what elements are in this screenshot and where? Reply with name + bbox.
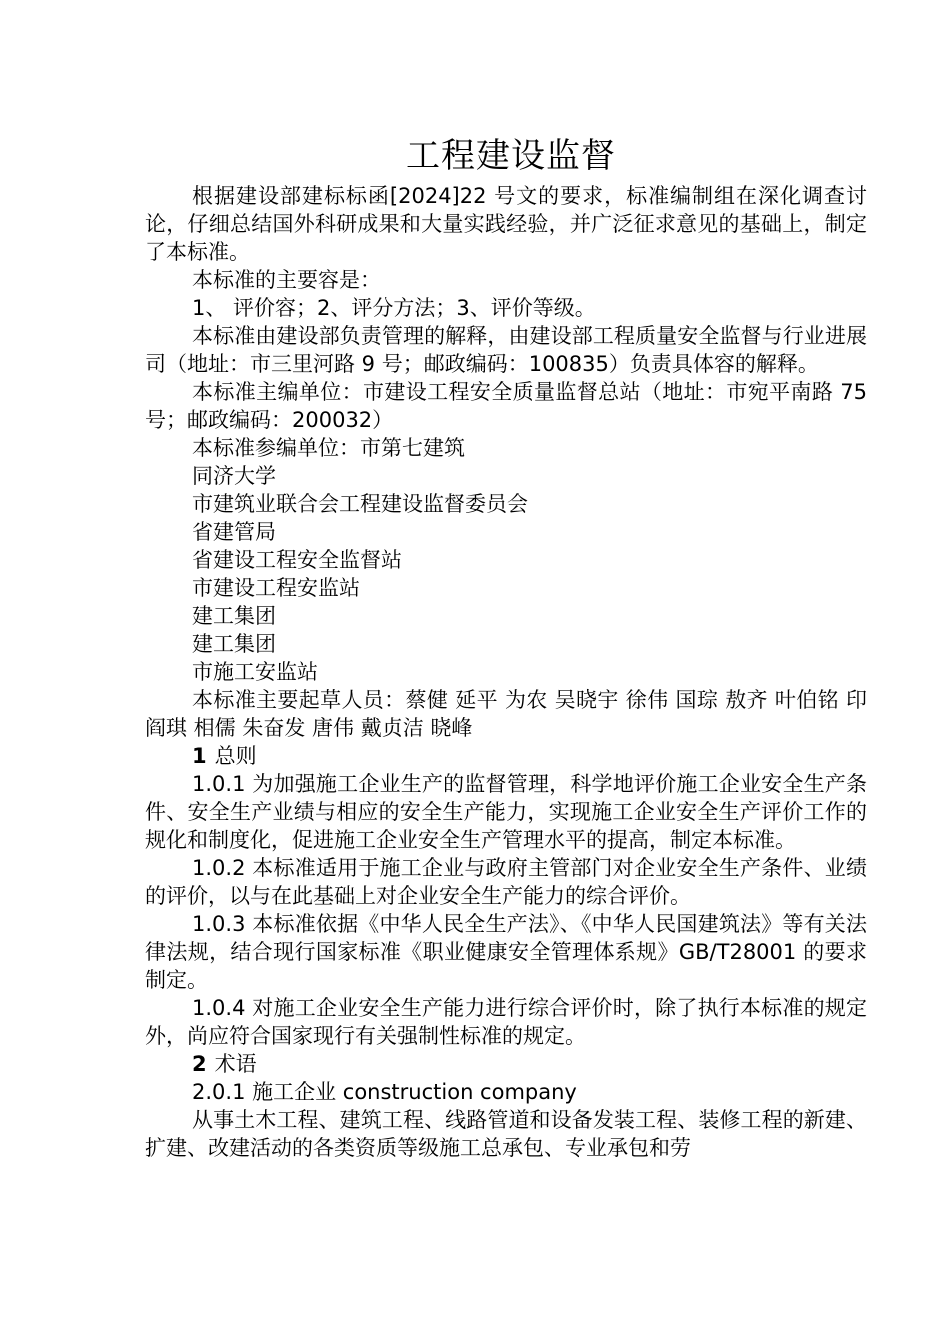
content-list: 1、 评价容；2、评分方法；3、评价等级。 (192, 296, 596, 320)
section-number: 1 (192, 744, 207, 768)
participating-unit: 市施工安监站 (192, 660, 318, 684)
clause-1-0-2: 1.0.2 本标准适用于施工企业与政府主管部门对企业安全生产条件、业绩的评价，以与在此基础上对企业安全生产能力的综合评价。 (145, 856, 867, 908)
document-page (145, 130, 874, 1162)
participating-unit: 同济大学 (192, 464, 276, 488)
participating-unit: 市建设工程安监站 (192, 576, 360, 600)
participating-unit-intro: 本标准参编单位：市第七建筑 (192, 436, 465, 460)
participating-unit: 市建筑业联合会工程建设监督委员会 (192, 492, 528, 516)
intro-paragraph: 根据建设部建标标函[2024]22 号文的要求，标准编制组在深化调查讨论，仔细总结国外科研成果和大量实践经验，并广泛征求意见的基础上，制定了本标准。 (145, 184, 867, 264)
document-title: 工程建设监督 (406, 136, 616, 176)
section-heading-general (145, 742, 867, 770)
clause-2-0-1: 2.0.1 施工企业 construction company (192, 1080, 577, 1104)
clause-1-0-3: 1.0.3 本标准依据《中华人民全生产法》、《中华人民国建筑法》等有关法律法规，结合现行国家标准《职业健康安全管理体系规》GB/T28001 的要求制定。 (145, 912, 867, 992)
section-title: 术语 (214, 1052, 257, 1076)
clause-2-0-1-definition: 从事土木工程、建筑工程、线路管道和设备发装工程、装修工程的新建、扩建、改建活动的各类资质等级施工总承包、专业承包和劳 (145, 1108, 867, 1160)
participating-unit: 建工集团 (192, 604, 276, 628)
section-heading-terms (145, 1050, 867, 1078)
clause-1-0-1: 1.0.1 为加强施工企业生产的监督管理，科学地评价施工企业安全生产条件、安全生产业绩与相应的安全生产能力，实现施工企业安全生产评价工作的规化和制度化，促进施工企业安全生产管理水平的提高，制定本标准。 (145, 772, 867, 852)
chief-editor-paragraph: 本标准主编单位：市建设工程安全质量监督总站（地址：市宛平南路 75 号；邮政编码：200032） (145, 380, 874, 432)
content-intro: 本标准的主要容是： (192, 268, 381, 292)
participating-unit: 省建管局 (192, 520, 276, 544)
drafters-paragraph: 本标准主要起草人员：蔡健 延平 为农 吴晓宇 徐伟 国琮 敖齐 叶伯铭 印 阎琪 相儒 朱奋发 唐伟 戴贞洁 晓峰 (145, 688, 874, 740)
participating-unit: 省建设工程安全监督站 (192, 548, 402, 572)
section-title: 总则 (214, 744, 257, 768)
section-number: 2 (192, 1052, 207, 1076)
participating-unit: 建工集团 (192, 632, 276, 656)
management-paragraph: 本标准由建设部负责管理的解释，由建设部工程质量安全监督与行业进展司（地址：市三里河路 9 号；邮政编码：100835）负责具体容的解释。 (145, 324, 867, 376)
clause-1-0-4: 1.0.4 对施工企业安全生产能力进行综合评价时，除了执行本标准的规定外，尚应符合国家现行有关强制性标准的规定。 (145, 996, 867, 1048)
